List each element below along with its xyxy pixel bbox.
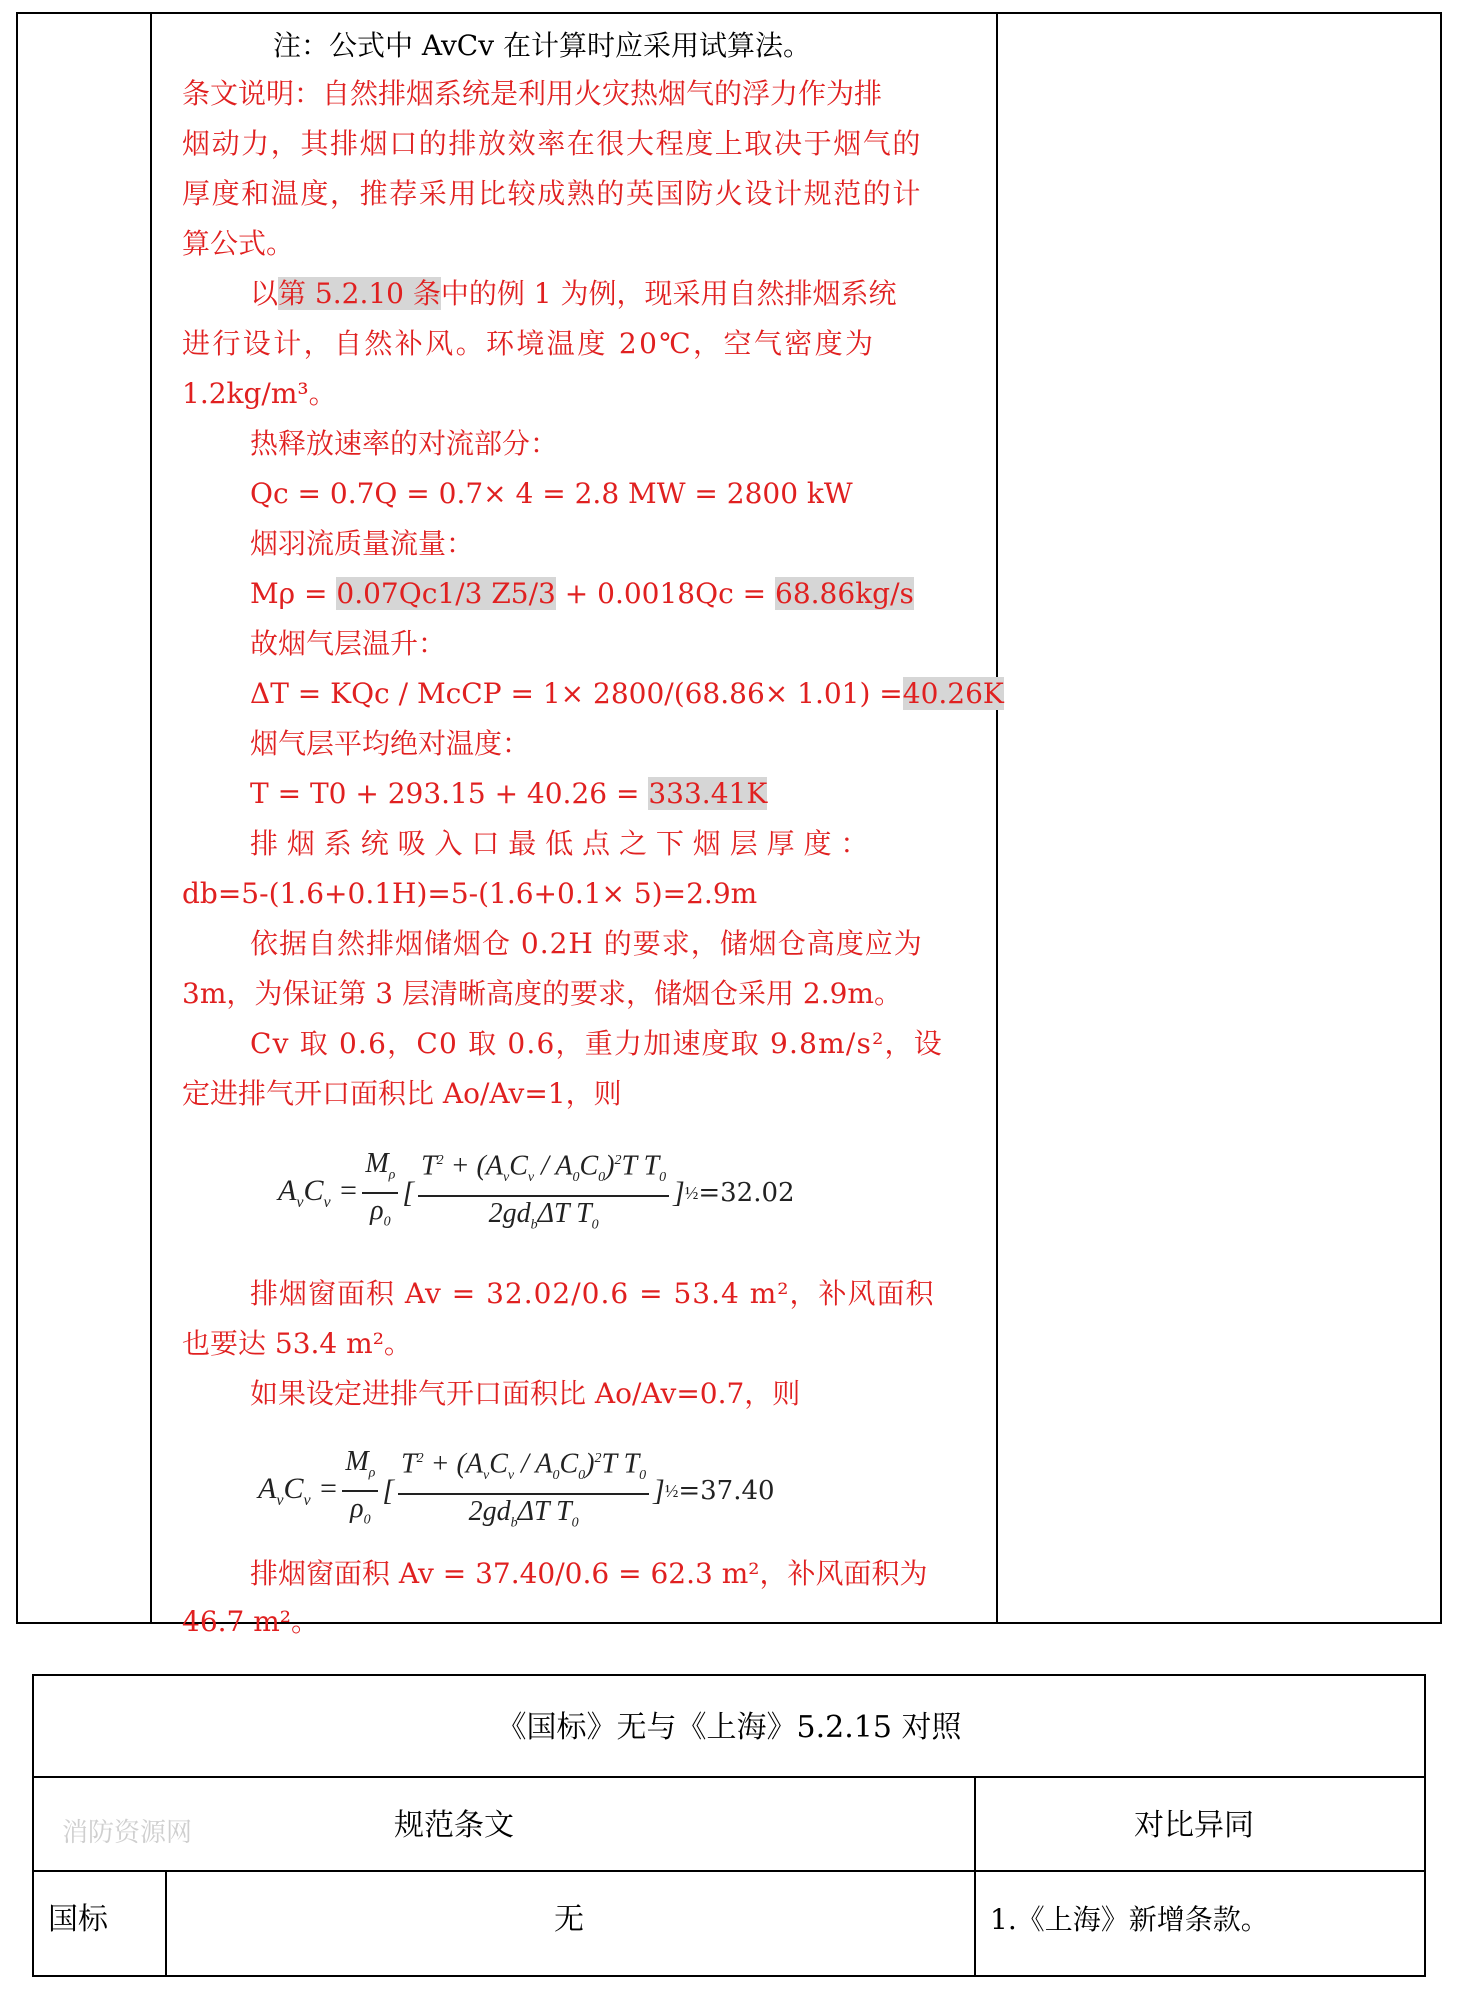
column-divider: [165, 1870, 167, 1975]
row-label-guobiao: 国标: [48, 1902, 108, 1937]
heading-convective-part: 热释放速率的对流部分：: [250, 427, 559, 460]
parameters-line-1: Cv 取 0.6，C0 取 0.6，重力加速度取 9.8m/s²，设: [250, 1027, 943, 1060]
mass-flow-equation: Mρ = 0.07Qc1/3 Z5/3 + 0.0018Qc = 68.86kg/s: [250, 577, 914, 610]
formula-1-result: =32.02: [698, 1178, 795, 1209]
plume-term: 0.07Qc1/3 Z5/3: [336, 577, 556, 610]
comparison-title: 《国标》无与《上海》5.2.15 对照: [496, 1710, 962, 1745]
clause-reference: 第 5.2.10 条: [278, 277, 441, 310]
mean-temperature-equation: T = T0 + 293.15 + 40.26 = 333.41K: [250, 777, 768, 810]
mass-flow-result: 68.86kg/s: [775, 577, 914, 610]
formula-note: 注：公式中 AvCv 在计算时应采用试算法。: [273, 29, 811, 62]
comparison-table: [32, 1674, 1426, 1977]
reservoir-line-2: 3m，为保证第 3 层清晰高度的要求，储烟仓采用 2.9m。: [182, 977, 902, 1010]
vent-area-formula-1: $A_vC_v$ = $\frac{M_\rho}{\rho_0}$ [ $\frac{T^2 + (A_vC_v / A_0C_0)^2T T_0}{2gd_b\Delta T T_0}$ ] ½ =32.02: [278, 1144, 795, 1243]
heading-layer-thickness: 排 烟 系 统 吸 入 口 最 低 点 之 下 烟 层 厚 度 ：: [250, 827, 869, 860]
ratio-0-7-line: 如果设定进排气开口面积比 Ao/Av=0.7，则: [250, 1377, 801, 1410]
vent-area-formula-2: $A_vC_v$ = $\frac{M_\rho}{\rho_0}$ [ $\frac{T^2 + (A_vC_v / A_0C_0)^2T T_0}{2gd_b\Delta T T_0}$ ] ½ =37.40: [258, 1442, 775, 1541]
column-divider: [974, 1776, 976, 1975]
parameters-line-2: 定进排气开口面积比 Ao/Av=1，则: [182, 1077, 622, 1110]
example-line-2: 进行设计，自然补风。环境温度 20℃，空气密度为: [182, 327, 876, 360]
mean-temperature-result: 333.41K: [648, 777, 768, 810]
explain-line-2: 烟动力，其排烟口的排放效率在很大程度上取决于烟气的: [182, 127, 923, 160]
example-line-1: 以第 5.2.10 条中的例 1 为例，现采用自然排烟系统: [250, 277, 897, 310]
vent-area-result-line-2: 也要达 53.4 m²。: [182, 1327, 412, 1360]
clause-text-column: [168, 14, 1004, 1638]
qc-equation: Qc = 0.7Q = 0.7× 4 = 2.8 MW = 2800 kW: [250, 477, 853, 510]
header-clause: 规范条文: [394, 1808, 514, 1843]
row-divider: [34, 1870, 1424, 1872]
watermark: 消防资源网: [62, 1817, 193, 1847]
reservoir-line-1: 依据自然排烟储烟仓 0.2H 的要求，储烟仓高度应为: [250, 927, 923, 960]
explain-line-3: 厚度和温度，推荐采用比较成熟的英国防火设计规范的计: [182, 177, 923, 210]
clause-table: [16, 12, 1442, 1638]
row-divider: [34, 1776, 1424, 1778]
vent-area-result2-line-2: 46.7 m²。: [182, 1605, 320, 1638]
delta-t-result: 40.26K: [902, 677, 1004, 710]
row-clause-value: 无: [554, 1902, 584, 1937]
heading-plume-mass-flow: 烟羽流质量流量：: [250, 527, 475, 560]
row-compare-value: 1.《上海》新增条款。: [990, 1903, 1269, 1936]
heading-temperature-rise: 故烟气层温升：: [250, 627, 447, 660]
delta-t-equation: ΔT = KQc / McCP = 1× 2800/(68.86× 1.01) =40.26K: [250, 677, 1004, 710]
vent-area-result-line-1: 排烟窗面积 Av = 32.02/0.6 = 53.4 m²，补风面积: [250, 1277, 935, 1310]
example-line-3: 1.2kg/m³。: [182, 377, 337, 410]
explain-line-1: 条文说明：自然排烟系统是利用火灾热烟气的浮力作为排: [182, 77, 883, 110]
explain-line-4: 算公式。: [182, 227, 295, 260]
layer-thickness-equation: db=5-(1.6+0.1H)=5-(1.6+0.1× 5)=2.9m: [182, 877, 758, 910]
vent-area-result2-line-1: 排烟窗面积 Av = 37.40/0.6 = 62.3 m²，补风面积为: [250, 1557, 928, 1590]
header-compare: 对比异同: [1134, 1808, 1254, 1843]
formula-2-result: =37.40: [678, 1476, 775, 1507]
heading-mean-temperature: 烟气层平均绝对温度：: [250, 727, 531, 760]
column-divider: [150, 14, 152, 1622]
